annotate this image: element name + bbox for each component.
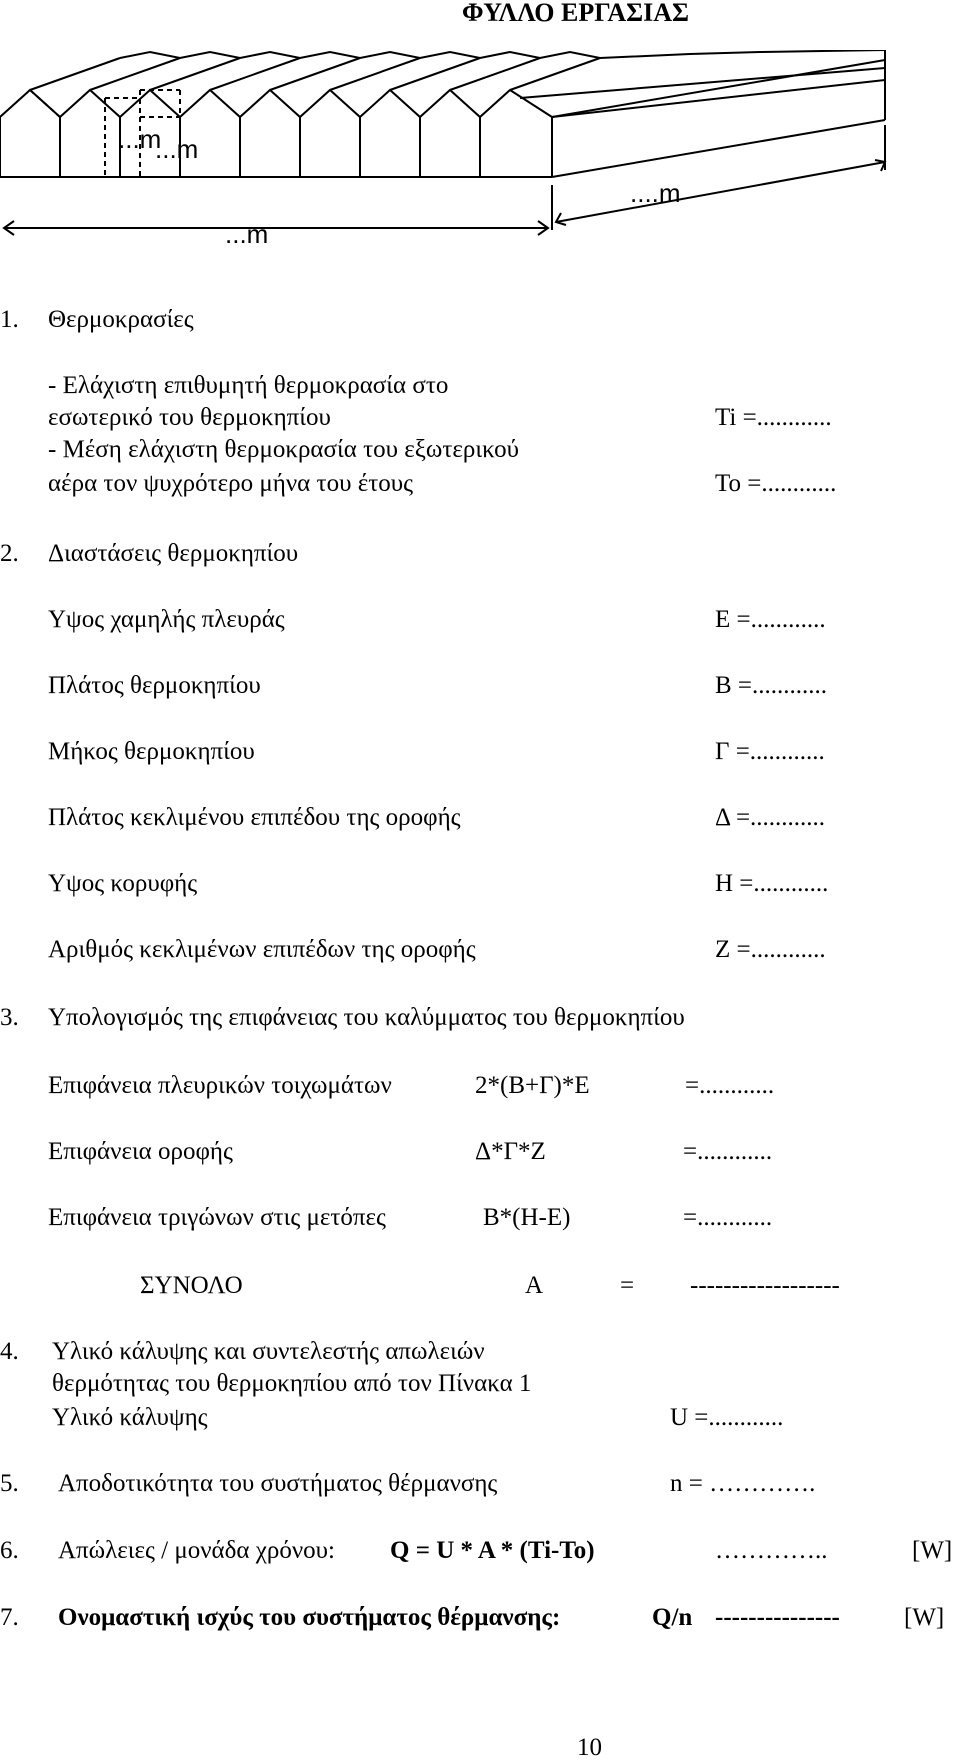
s1-line2a: - Μέση ελάχιστη θερμοκρασία του εξωτερικού: [48, 436, 520, 463]
s3-number: 3.: [0, 1004, 19, 1031]
s3-row-result: =............: [683, 1204, 773, 1231]
depth-arrow: [556, 162, 885, 222]
label-depth: ....m: [630, 178, 681, 208]
s4-number: 4.: [0, 1338, 19, 1365]
total-symbol: A: [525, 1272, 544, 1299]
s4-line2: θερμότητας του θερμοκηπίου από τον Πίνακα 1: [52, 1370, 532, 1397]
s4-line1: Υλικό κάλυψης και συντελεστής απωλειών: [52, 1338, 485, 1365]
front-roofline: [0, 90, 552, 117]
label-length: ...m: [225, 219, 269, 249]
s1-title: Θερμοκρασίες: [48, 306, 194, 333]
s2-row-label: Αριθμός κεκλιμένων επιπέδων της οροφής: [48, 936, 476, 963]
s1-line1b: εσωτερικό του θερμοκηπίου: [48, 404, 331, 431]
s3-title: Υπολογισμός της επιφάνειας του καλύμματος του θερμοκηπίου: [48, 1004, 685, 1031]
s1-line2b: αέρα τον ψυχρότερο μήνα του έτους: [48, 470, 414, 497]
s2-row-label: Μήκος θερμοκηπίου: [48, 738, 255, 765]
s7-label: Ονομαστική ισχύς του συστήματος θέρμανσης:: [58, 1604, 561, 1631]
s2-row-value: Δ =............: [715, 804, 826, 831]
s2-row-value: E =............: [715, 606, 826, 633]
u-field: U =............: [670, 1404, 784, 1431]
s7-unit: [W]: [904, 1604, 945, 1631]
s2-number: 2.: [0, 540, 19, 567]
s1-line1a: - Ελάχιστη επιθυμητή θερμοκρασία στο: [48, 372, 449, 399]
page-title: ΦΥΛΛΟ ΕΡΓΑΣΙΑΣ: [462, 0, 690, 27]
s6-unit: [W]: [912, 1537, 953, 1564]
page-number: 10: [577, 1734, 602, 1761]
total-label: ΣΥΝΟΛΟ: [140, 1272, 243, 1299]
s6-number: 6.: [0, 1537, 19, 1564]
s3-row-label: Επιφάνεια τριγώνων στις μετόπες: [48, 1204, 386, 1231]
s2-row-label: Υψος κορυφής: [48, 870, 198, 897]
label-unit: ...m: [118, 124, 162, 154]
s7-blank: ---------------: [715, 1604, 840, 1631]
s3-row-result: =............: [685, 1072, 775, 1099]
s2-row-value: B =............: [715, 672, 828, 699]
s5-number: 5.: [0, 1470, 19, 1497]
s2-row-value: H =............: [715, 870, 829, 897]
s3-row-label: Επιφάνεια οροφής: [48, 1138, 233, 1165]
s6-formula: Q = U * A * (Ti-To): [390, 1537, 595, 1564]
s2-row-value: Z =............: [715, 936, 826, 963]
s6-blank: …………..: [715, 1537, 828, 1564]
s4-line3: Υλικό κάλυψης: [52, 1404, 208, 1431]
s2-row-value: Γ =............: [715, 738, 825, 765]
s3-row-formula: 2*(B+Γ)*E: [475, 1072, 590, 1099]
s7-formula: Q/n: [652, 1604, 693, 1631]
s2-title: Διαστάσεις θερμοκηπίου: [48, 540, 299, 567]
s3-row-label: Επιφάνεια πλευρικών τοιχωμάτων: [48, 1072, 392, 1099]
greenhouse-diagram: [0, 50, 960, 260]
ti-field: Ti =............: [715, 404, 832, 431]
label-width: ...m: [155, 134, 199, 164]
s3-row-formula: Δ*Γ*Ζ: [475, 1138, 546, 1165]
s5-label: Αποδοτικότητα του συστήματος θέρμανσης: [58, 1470, 498, 1497]
s3-row-result: =............: [683, 1138, 773, 1165]
total-equals: =: [620, 1272, 635, 1299]
total-value: ------------------: [690, 1272, 840, 1299]
s6-label: Απώλειες / μονάδα χρόνου:: [58, 1537, 335, 1564]
s1-number: 1.: [0, 306, 19, 333]
s2-row-label: Πλάτος θερμοκηπίου: [48, 672, 261, 699]
s3-row-formula: B*(H-E): [483, 1204, 571, 1231]
n-field: n = ………….: [670, 1470, 816, 1497]
s7-number: 7.: [0, 1604, 19, 1631]
s2-row-label: Υψος χαμηλής πλευράς: [48, 606, 285, 633]
s2-row-label: Πλάτος κεκλιμένου επιπέδου της οροφής: [48, 804, 461, 831]
to-field: To =............: [715, 470, 837, 497]
